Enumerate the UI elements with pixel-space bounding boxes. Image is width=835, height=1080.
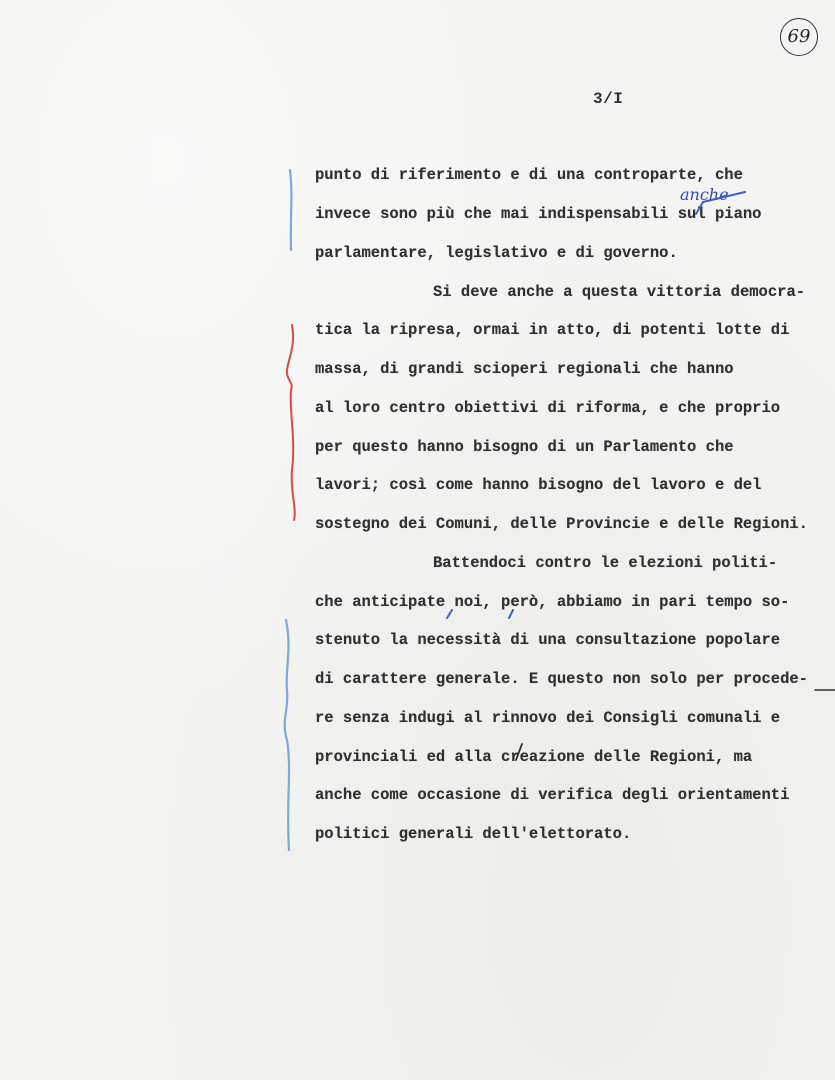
text-line: punto di riferimento e di una controparte, che [315,166,743,184]
text-line: che anticipate noi, però, abbiamo in pari tempo so- [315,593,790,611]
page-number: 3/I [593,90,624,108]
text-line: Battendoci contro le elezioni politi- [433,554,778,572]
text-line: stenuto la necessità di una consultazione popolare [315,631,781,649]
text-line: re senza indugi al rinnovo dei Consigli comunali e [315,709,781,727]
text-line: Si deve anche a questa vittoria democra- [433,283,806,301]
handwritten-insertion: anche [680,185,729,204]
text-line: di carattere generale. E questo non solo per procede- [315,670,808,688]
light-blue-margin-bracket [285,620,289,850]
text-line: politici generali dell'elettorato. [315,825,632,843]
text-line: tica la ripresa, ormai in atto, di potenti lotte di [315,321,790,339]
text-line: lavori; così come hanno bisogno del lavoro e del [315,476,762,494]
text-line: sostegno dei Comuni, delle Provincie e delle Regioni. [315,515,808,533]
text-line: per questo hanno bisogno di un Parlamento che [315,438,734,456]
text-line: invece sono più che mai indispensabili sul piano [315,205,762,223]
blue-margin-bracket [290,170,291,250]
text-line: parlamentare, legislativo e di governo. [315,244,678,262]
archive-number-stamp: 69 [780,18,818,56]
red-margin-bracket [287,325,295,520]
text-line: massa, di grandi scioperi regionali che hanno [315,360,734,378]
text-line: provinciali ed alla creazione delle Regioni, ma [315,748,753,766]
text-line: al loro centro obiettivi di riforma, e che proprio [315,399,781,417]
text-line: anche come occasione di verifica degli orientamenti [315,786,790,804]
